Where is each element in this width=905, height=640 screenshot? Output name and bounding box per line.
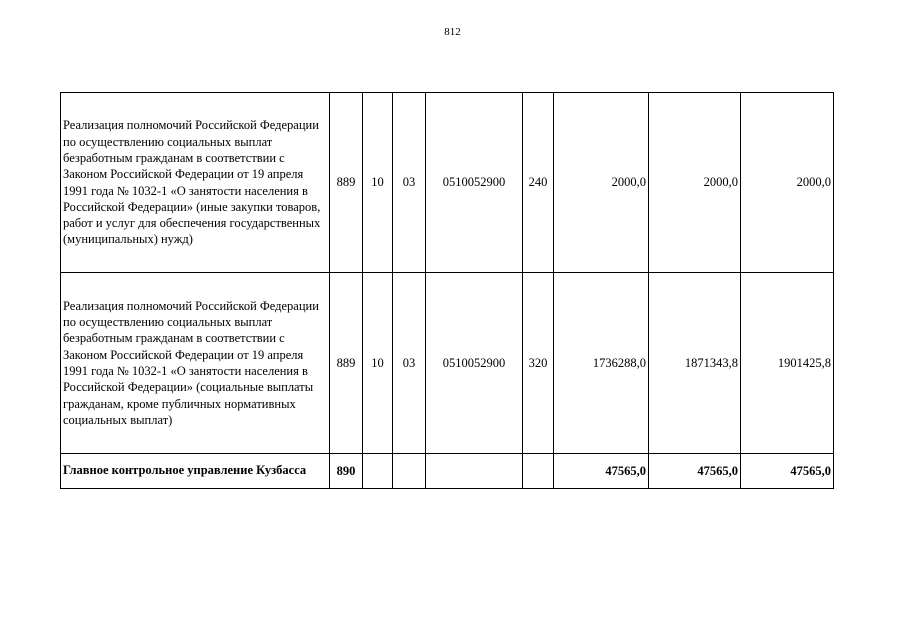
row-amount-year-2: 47565,0 [649, 454, 741, 489]
row-target-article-code: 0510052900 [426, 273, 523, 454]
row-amount-year-3: 47565,0 [741, 454, 834, 489]
row-description: Реализация полномочий Российской Федерации по осуществлению социальных выплат безработным гражданам в соответствии с Законом Российской Федерации от 19 апреля 1991 года № 1032-1 «О занятости населения в Российской Федерации» (иные закупки товаров, работ и услуг для обеспечения государственных (муниципальных) нужд) [61, 93, 330, 273]
row-gr-code: 889 [330, 273, 363, 454]
budget-table [60, 92, 834, 489]
row-section-code: 10 [363, 93, 393, 273]
row-subsection-code: 03 [393, 93, 426, 273]
row-section-code [363, 454, 393, 489]
row-gr-code: 890 [330, 454, 363, 489]
row-subsection-code [393, 454, 426, 489]
table-row [61, 93, 834, 273]
row-amount-year-1: 1736288,0 [554, 273, 649, 454]
row-expense-type-code: 320 [523, 273, 554, 454]
row-description: Главное контрольное управление Кузбасса [61, 454, 330, 489]
row-amount-year-2: 2000,0 [649, 93, 741, 273]
table-row [61, 273, 834, 454]
row-amount-year-2: 1871343,8 [649, 273, 741, 454]
row-subsection-code: 03 [393, 273, 426, 454]
row-target-article-code [426, 454, 523, 489]
row-amount-year-1: 2000,0 [554, 93, 649, 273]
row-expense-type-code [523, 454, 554, 489]
row-gr-code: 889 [330, 93, 363, 273]
row-description: Реализация полномочий Российской Федерации по осуществлению социальных выплат безработным гражданам в соответствии с Законом Российской Федерации от 19 апреля 1991 года № 1032-1 «О занятости населения в Российской Федерации» (социальные выплаты гражданам, кроме публичных нормативных социальных выплат) [61, 273, 330, 454]
row-expense-type-code: 240 [523, 93, 554, 273]
table-row [61, 454, 834, 489]
row-amount-year-1: 47565,0 [554, 454, 649, 489]
row-section-code: 10 [363, 273, 393, 454]
row-amount-year-3: 2000,0 [741, 93, 834, 273]
page-number: 812 [444, 26, 461, 38]
row-amount-year-3: 1901425,8 [741, 273, 834, 454]
row-target-article-code: 0510052900 [426, 93, 523, 273]
